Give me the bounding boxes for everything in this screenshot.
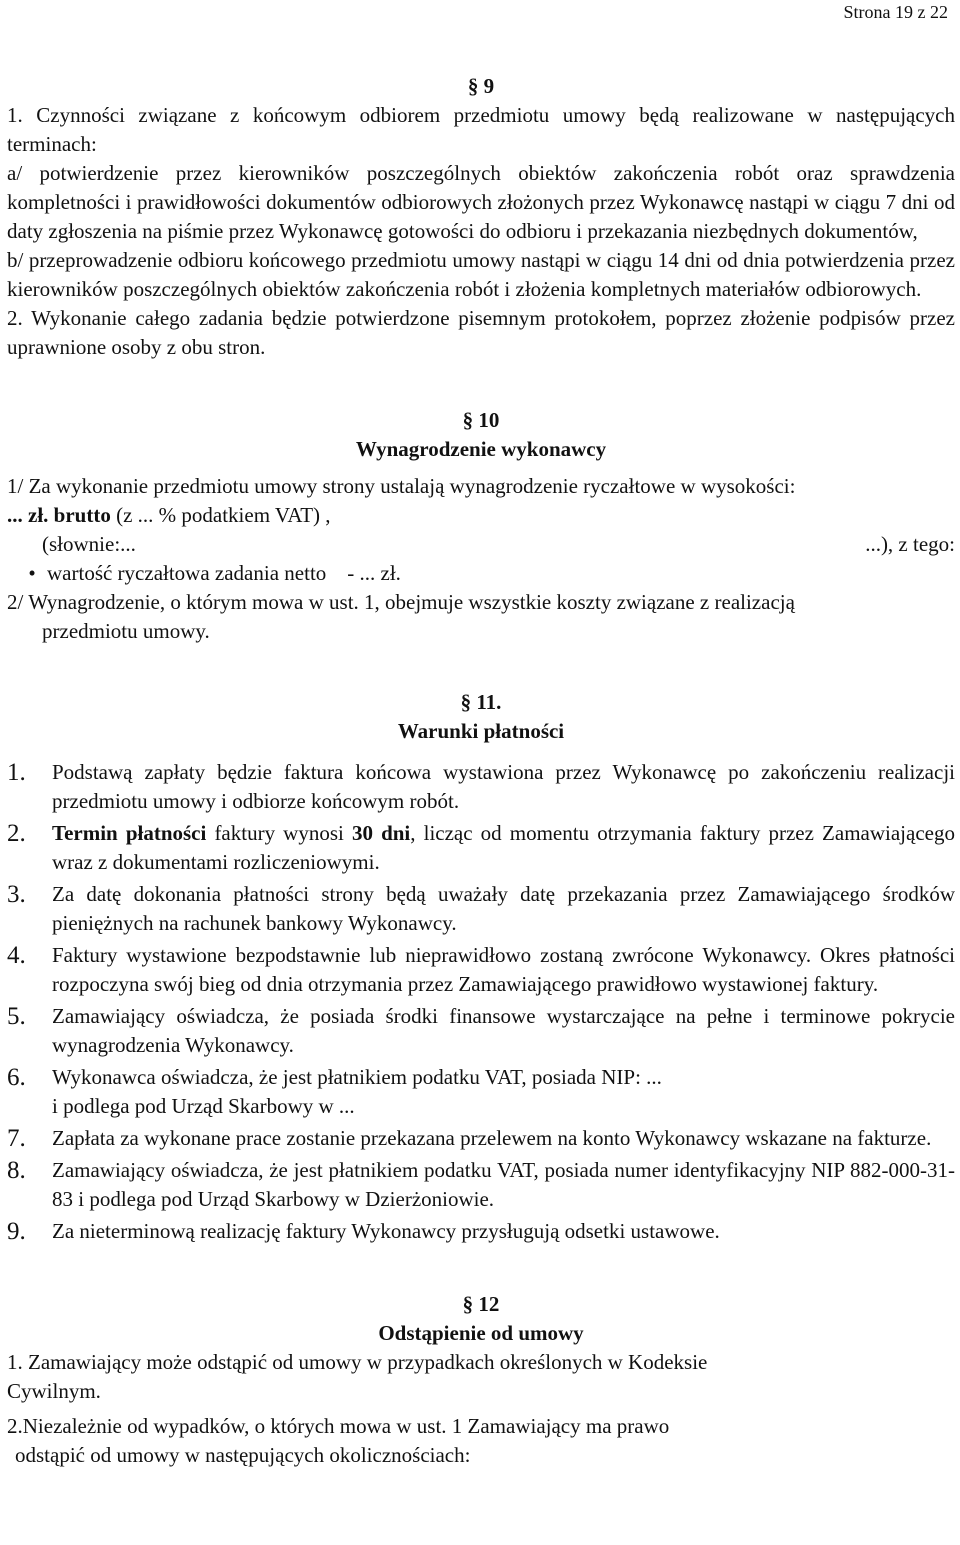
s10-words-right: ...), z tego:: [865, 532, 955, 556]
section-9-heading: § 9: [467, 74, 495, 98]
s10-bullet-item: [7, 559, 955, 588]
page-number: Strona 19 z 22: [843, 2, 948, 22]
section-12-heading: § 12: [462, 1292, 500, 1316]
section-10-heading: § 10: [462, 408, 500, 432]
list-item: [7, 758, 955, 816]
list-text: Zamawiający oświadcza, że posiada środki finansowe wystarczające na pełne i terminowe pokrycie wynagrodzenia Wykonawcy.: [52, 1004, 955, 1057]
list-item: [7, 1124, 955, 1153]
list-number: 7.: [7, 1125, 26, 1152]
payment-term-days: 30 dni: [351, 821, 411, 845]
bullet-icon: •: [28, 561, 36, 585]
list-item: [7, 1063, 955, 1121]
s10-paragraph-2: 2/ Wynagrodzenie, o którym mowa w ust. 1, obejmuje wszystkie koszty związane z realizacją: [7, 590, 795, 614]
list-text: Za nieterminową realizację faktury Wykonawcy przysługują odsetki ustawowe.: [52, 1219, 720, 1243]
s9-paragraph-a: a/ potwierdzenie przez kierowników poszczególnych obiektów zakończenia robót oraz sprawdzenia kompletności i prawidłowości dokumentów odbiorowych złożonych przez Wykonawcę nastąpi w ciągu 7 dni od daty zgłoszenia na piśmie przez Wykonawcę gotowości do odbioru i przekazania niezbędnych dokumentów,: [7, 161, 955, 243]
s12-paragraph-2: 2.Niezależnie od wypadków, o których mowa w ust. 1 Zamawiający ma prawo: [7, 1414, 670, 1438]
s10-paragraph-1: 1/ Za wykonanie przedmiotu umowy strony ustalają wynagrodzenie ryczałtowe w wysokości:: [7, 474, 796, 498]
list-text: Podstawą zapłaty będzie faktura końcowa wystawiona przez Wykonawcę po zakończeniu realizacji przedmiotu umowy i odbiorze końcowym robót.: [52, 760, 955, 813]
s10-paragraph-2-cont: przedmiotu umowy.: [42, 619, 210, 643]
list-number: 6.: [7, 1064, 26, 1091]
list-number: 1.: [7, 759, 26, 786]
payment-term-label: Termin płatności: [52, 821, 207, 845]
s9-paragraph-b: b/ przeprowadzenie odbioru końcowego przedmiotu umowy nastąpi w ciągu 14 dni od dnia potwierdzenia przez kierowników poszczególnych obiektów zakończenia robót i złożenia kompletnych materiałów odbiorowych.: [7, 248, 955, 301]
s10-bullet-text: wartość ryczałtowa zadania netto - ... zł.: [47, 561, 401, 585]
list-text: Zamawiający oświadcza, że jest płatnikiem podatku VAT, posiada numer identyfikacyjny NIP 882-000-31-83 i podlega pod Urząd Skarbowy w Dzierżoniowie.: [52, 1158, 955, 1211]
s12-paragraph-1-cont: Cywilnym.: [7, 1379, 101, 1403]
s10-words-left: (słownie:...: [42, 532, 136, 556]
list-text: Zapłata za wykonane prace zostanie przekazana przelewem na konto Wykonawcy wskazane na fakturze.: [52, 1126, 932, 1150]
list-item: [7, 1002, 955, 1060]
payment-terms-list: [7, 758, 955, 1246]
list-number: 8.: [7, 1157, 26, 1184]
list-item: [7, 941, 955, 999]
list-number: 5.: [7, 1003, 26, 1030]
list-number: 9.: [7, 1218, 26, 1245]
s10-words-line: [7, 530, 955, 559]
list-text-line-1: Wykonawca oświadcza, że jest płatnikiem podatku VAT, posiada NIP: ...: [52, 1065, 662, 1089]
list-item: [7, 880, 955, 938]
section-11-heading: § 11.: [460, 690, 502, 714]
list-text: Za datę dokonania płatności strony będą uważały datę przekazania przez Zamawiającego środków pieniężnych na rachunek bankowy Wykonawcy.: [52, 882, 955, 935]
list-number: 2.: [7, 820, 26, 847]
s9-paragraph-2: 2. Wykonanie całego zadania będzie potwierdzone pisemnym protokołem, poprzez złożenie podpisów przez uprawnione osoby z obu stron.: [7, 306, 955, 359]
s10-amount-rest: (z ... % podatkiem VAT) ,: [110, 503, 331, 527]
list-number: 3.: [7, 881, 26, 908]
document-body: [7, 72, 955, 1470]
list-text: Faktury wystawione bezpodstawnie lub nieprawidłowo zostaną zwrócone Wykonawcy. Okres płatności rozpoczyna swój bieg od dnia otrzymania przez Zamawiającego prawidłowo wystawionej faktury.: [52, 943, 955, 996]
section-11-title: Warunki płatności: [397, 719, 565, 743]
section-10-title: Wynagrodzenie wykonawcy: [355, 437, 607, 461]
list-text: [52, 819, 955, 877]
payment-term-rest: , licząc od momentu otrzymania faktury przez Zamawiającego wraz z dokumentami rozliczeniowymi.: [52, 821, 955, 874]
list-text-line-2: i podlega pod Urząd Skarbowy w ...: [52, 1094, 355, 1118]
list-item: [7, 819, 955, 877]
list-item: [7, 1156, 955, 1214]
payment-term-mid: faktury wynosi: [206, 821, 352, 845]
list-text: [52, 1063, 955, 1121]
s10-amount-bold: ... zł. brutto: [7, 503, 111, 527]
s12-paragraph-1: 1. Zamawiający może odstąpić od umowy w przypadkach określonych w Kodeksie: [7, 1350, 708, 1374]
section-12-title: Odstąpienie od umowy: [378, 1321, 584, 1345]
list-number: 4.: [7, 942, 26, 969]
list-item: [7, 1217, 955, 1246]
s10-amount-line: [7, 501, 955, 530]
s9-paragraph-1: 1. Czynności związane z końcowym odbiorem przedmiotu umowy będą realizowane w następujących terminach:: [7, 103, 955, 156]
s12-paragraph-2-cont: odstąpić od umowy w następujących okolicznościach:: [15, 1443, 471, 1467]
